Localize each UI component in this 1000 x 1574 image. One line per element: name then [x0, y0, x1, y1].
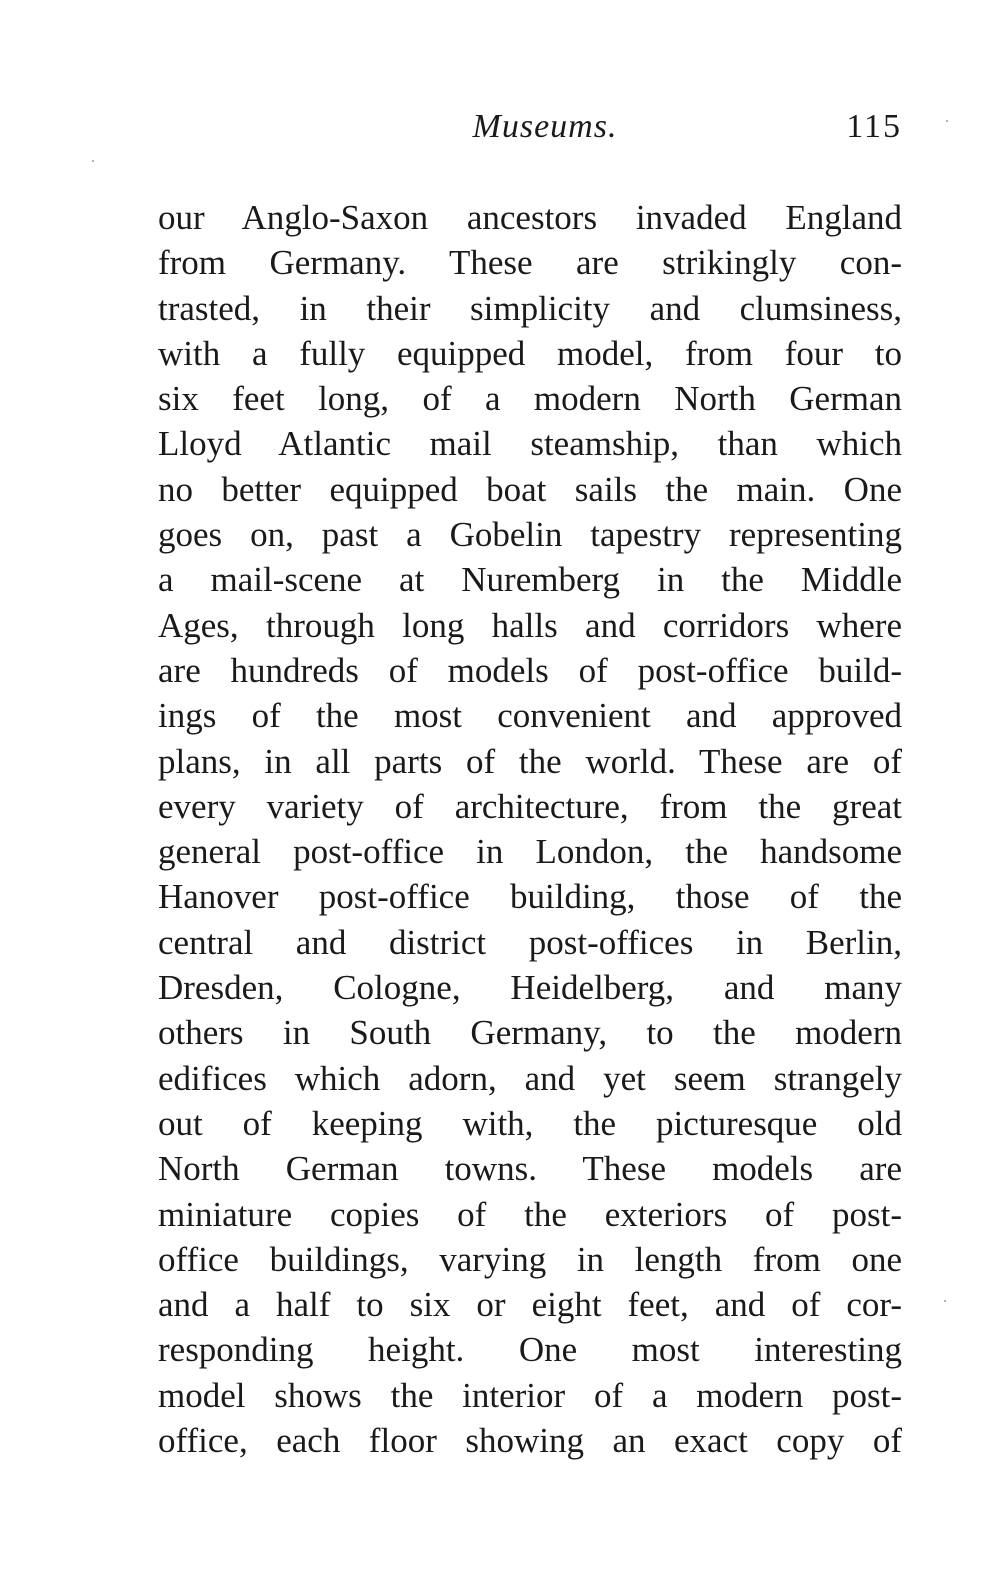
- text-line: Dresden, Cologne, Heidelberg, and many: [158, 968, 902, 1008]
- text-line: out of keeping with, the picturesque old: [158, 1103, 902, 1143]
- text-line: six feet long, of a modern North German: [158, 379, 902, 419]
- text-line: goes on, past a Gobelin tapestry representing: [158, 515, 902, 555]
- text-line: North German towns. These models are: [158, 1149, 902, 1189]
- text-line: model shows the interior of a modern post-: [158, 1375, 902, 1415]
- text-line: Lloyd Atlantic mail steamship, than which: [158, 424, 902, 464]
- text-line: central and district post-offices in Berlin,: [158, 922, 902, 962]
- text-line: edifices which adorn, and yet seem strangely: [158, 1058, 902, 1098]
- text-line: and a half to six or eight feet, and of cor-: [158, 1285, 902, 1325]
- text-line: trasted, in their simplicity and clumsiness,: [158, 288, 902, 328]
- text-line: plans, in all parts of the world. These are of: [158, 741, 902, 781]
- text-line: a mail-scene at Nuremberg in the Middle: [158, 560, 902, 600]
- text-line: office, each floor showing an exact copy of: [158, 1421, 902, 1461]
- scan-speck: [944, 1300, 946, 1302]
- scan-speck: [92, 160, 94, 162]
- scan-speck: [946, 120, 948, 122]
- text-line: Ages, through long halls and corridors where: [158, 605, 902, 645]
- text-line: from Germany. These are strikingly con-: [158, 243, 902, 283]
- text-line: miniature copies of the exteriors of post-: [158, 1194, 902, 1234]
- text-line: our Anglo-Saxon ancestors invaded England: [158, 198, 902, 237]
- running-head: [158, 108, 902, 156]
- page-number: 115: [846, 108, 902, 145]
- text-line: responding height. One most interesting: [158, 1330, 902, 1370]
- body-text: [158, 195, 902, 1463]
- text-line: with a fully equipped model, from four to: [158, 333, 902, 373]
- text-line: no better equipped boat sails the main. One: [158, 469, 902, 509]
- running-title: Museums.: [472, 108, 618, 145]
- text-line: office buildings, varying in length from one: [158, 1239, 902, 1279]
- text-line: others in South Germany, to the modern: [158, 1013, 902, 1053]
- text-line: ings of the most convenient and approved: [158, 696, 902, 736]
- text-line: Hanover post-office building, those of the: [158, 877, 902, 917]
- text-line: are hundreds of models of post-office build-: [158, 650, 902, 690]
- text-line: every variety of architecture, from the great: [158, 786, 902, 826]
- text-line: general post-office in London, the handsome: [158, 832, 902, 872]
